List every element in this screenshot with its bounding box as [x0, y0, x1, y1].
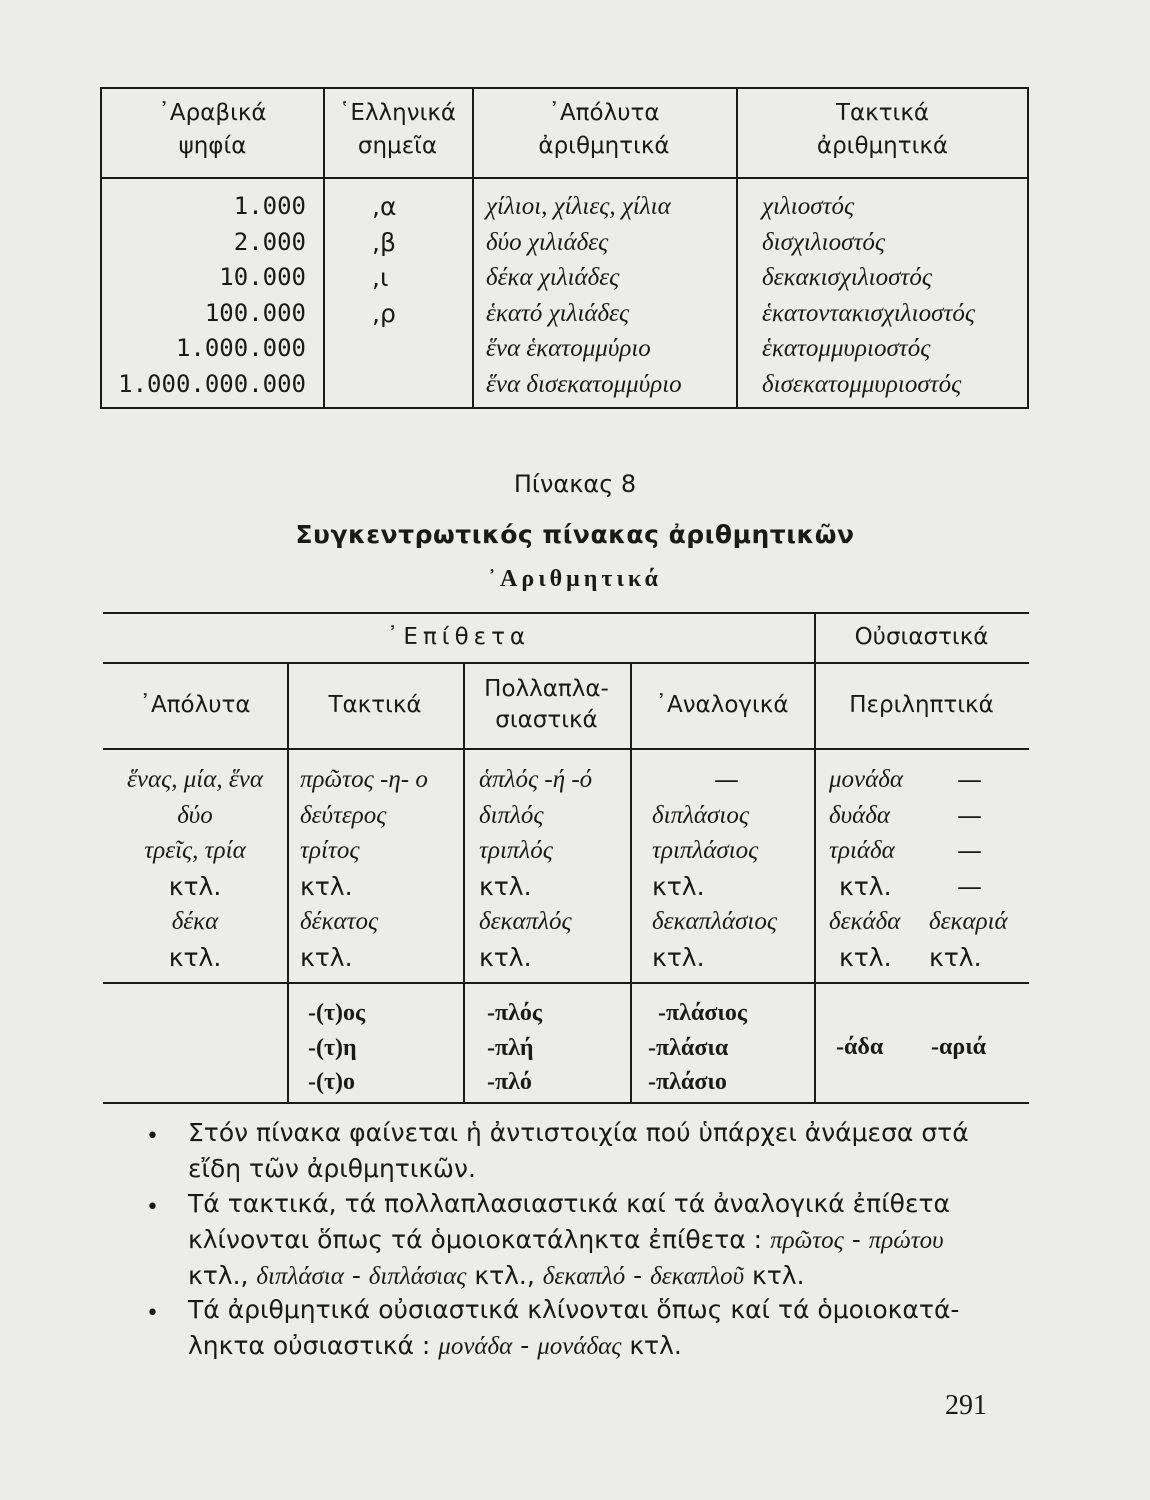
header-ordinal: Τακτικά ἀριθμητικά	[816, 100, 949, 159]
arabic-digits-column: 1.000 2.000 10.000 100.000 1.000.000 1.000.000.000	[118, 192, 306, 398]
collective-column-a: μονάδα δυάδα τριάδα κτλ. δεκάδα κτλ.	[829, 766, 904, 972]
collective-suffix-b: -αριά	[931, 1034, 987, 1060]
header-proportional: ᾿Αναλογικά	[655, 692, 789, 718]
group-header-adjectives: ᾿Επίθετα	[386, 624, 531, 650]
absolute-column: ἕνας, μία, ἕνα δύο τρεῖς, τρία κτλ. δέκα κτλ.	[127, 766, 263, 972]
bullet-icon: •	[146, 1301, 159, 1326]
note-2: Τά τακτικά, τά πολλαπλασιαστικά καί τά ἀναλογικά ἐπίθετα κλίνονται ὅπως τά ὁμοιοκατάληκτα ἐπίθετα : πρῶτος - πρώτου κτλ., διπλάσια - διπλάσιας κτλ., δεκαπλό - δεκαπλοῦ κτλ.	[188, 1189, 950, 1290]
header-ordinal: Τακτικά	[328, 692, 422, 718]
column-divider	[287, 662, 289, 1102]
bullet-icon: •	[146, 1124, 159, 1149]
row-divider	[103, 982, 1029, 984]
header-multiplicative: Πολλαπλα- σιαστικά	[484, 676, 609, 733]
greek-signs-column: ,α ,β ,ι ,ρ	[372, 192, 397, 328]
bullet-icon: •	[146, 1195, 159, 1220]
proportional-column: — διπλάσιος τριπλάσιος κτλ. δεκαπλάσιος κτλ.	[652, 765, 777, 972]
summary-table	[103, 612, 1029, 1104]
header-divider	[102, 177, 1027, 179]
proportional-suffixes: -πλάσιος -πλάσια -πλάσιο	[648, 1000, 747, 1095]
ordinal-numerals-column: χιλιοστός δισχιλιοστός δεκακισχιλιοστός ἑκατοντακισχιλιοστός ἑκατομμυριοστός δισεκατομμυριοστός	[762, 193, 976, 398]
column-divider	[630, 662, 632, 1102]
table-title: Συγκεντρωτικός πίνακας ἀριθμητικῶν	[295, 520, 855, 549]
ordinal-column: πρῶτος -η- ο δεύτερος τρίτος κτλ. δέκατος κτλ.	[300, 766, 428, 972]
group-header-nouns: Οὐσιαστικά	[854, 624, 989, 650]
table-number: Πίνακας 8	[513, 470, 637, 498]
note-1: Στόν πίνακα φαίνεται ἡ ἀντιστοιχία πού ὑπάρχει ἀνάμεσα στά εἴδη τῶν ἀριθμητικῶν.	[188, 1118, 969, 1183]
table-subtitle: ᾿Αριθμητικά	[488, 566, 662, 592]
header-greek-signs: ῾Ελληνικά σημεῖα	[338, 100, 457, 159]
multiplicative-suffixes: -πλός -πλή -πλό	[487, 1000, 543, 1095]
note-3: Τά ἀριθμητικά οὐσιαστικά κλίνονται ὅπως καί τά ὁμοιοκατά- ληκτα οὐσιαστικά : μονάδα - μονάδας κτλ.	[188, 1295, 960, 1360]
header-arabic-digits: ᾿Αραβικά ψηφία	[158, 100, 267, 159]
header-absolute: ᾿Απόλυτα	[139, 692, 251, 718]
numerals-table	[100, 87, 1029, 409]
page-number: 291	[945, 1390, 987, 1421]
absolute-numerals-column: χίλιοι, χίλιες, χίλια δύο χιλιάδες δέκα χιλιάδες ἑκατό χιλιάδες ἕνα ἑκατομμύριο ἕνα δισεκατομμύριο	[486, 193, 682, 398]
row-divider	[103, 748, 1029, 750]
ordinal-suffixes: -(τ)ος -(τ)η -(τ)ο	[308, 1000, 366, 1095]
collective-suffix-a: -άδα	[836, 1034, 884, 1060]
column-divider	[814, 614, 816, 1102]
header-collective: Περιληπτικά	[849, 692, 994, 718]
header-absolute: ᾿Απόλυτα ἀριθμητικά	[538, 100, 670, 159]
collective-column-b: — — — — δεκαριά κτλ.	[929, 765, 1008, 972]
row-divider	[103, 662, 1029, 664]
multiplicative-column: ἁπλός -ή -ό διπλός τριπλός κτλ. δεκαπλός κτλ.	[479, 766, 593, 972]
